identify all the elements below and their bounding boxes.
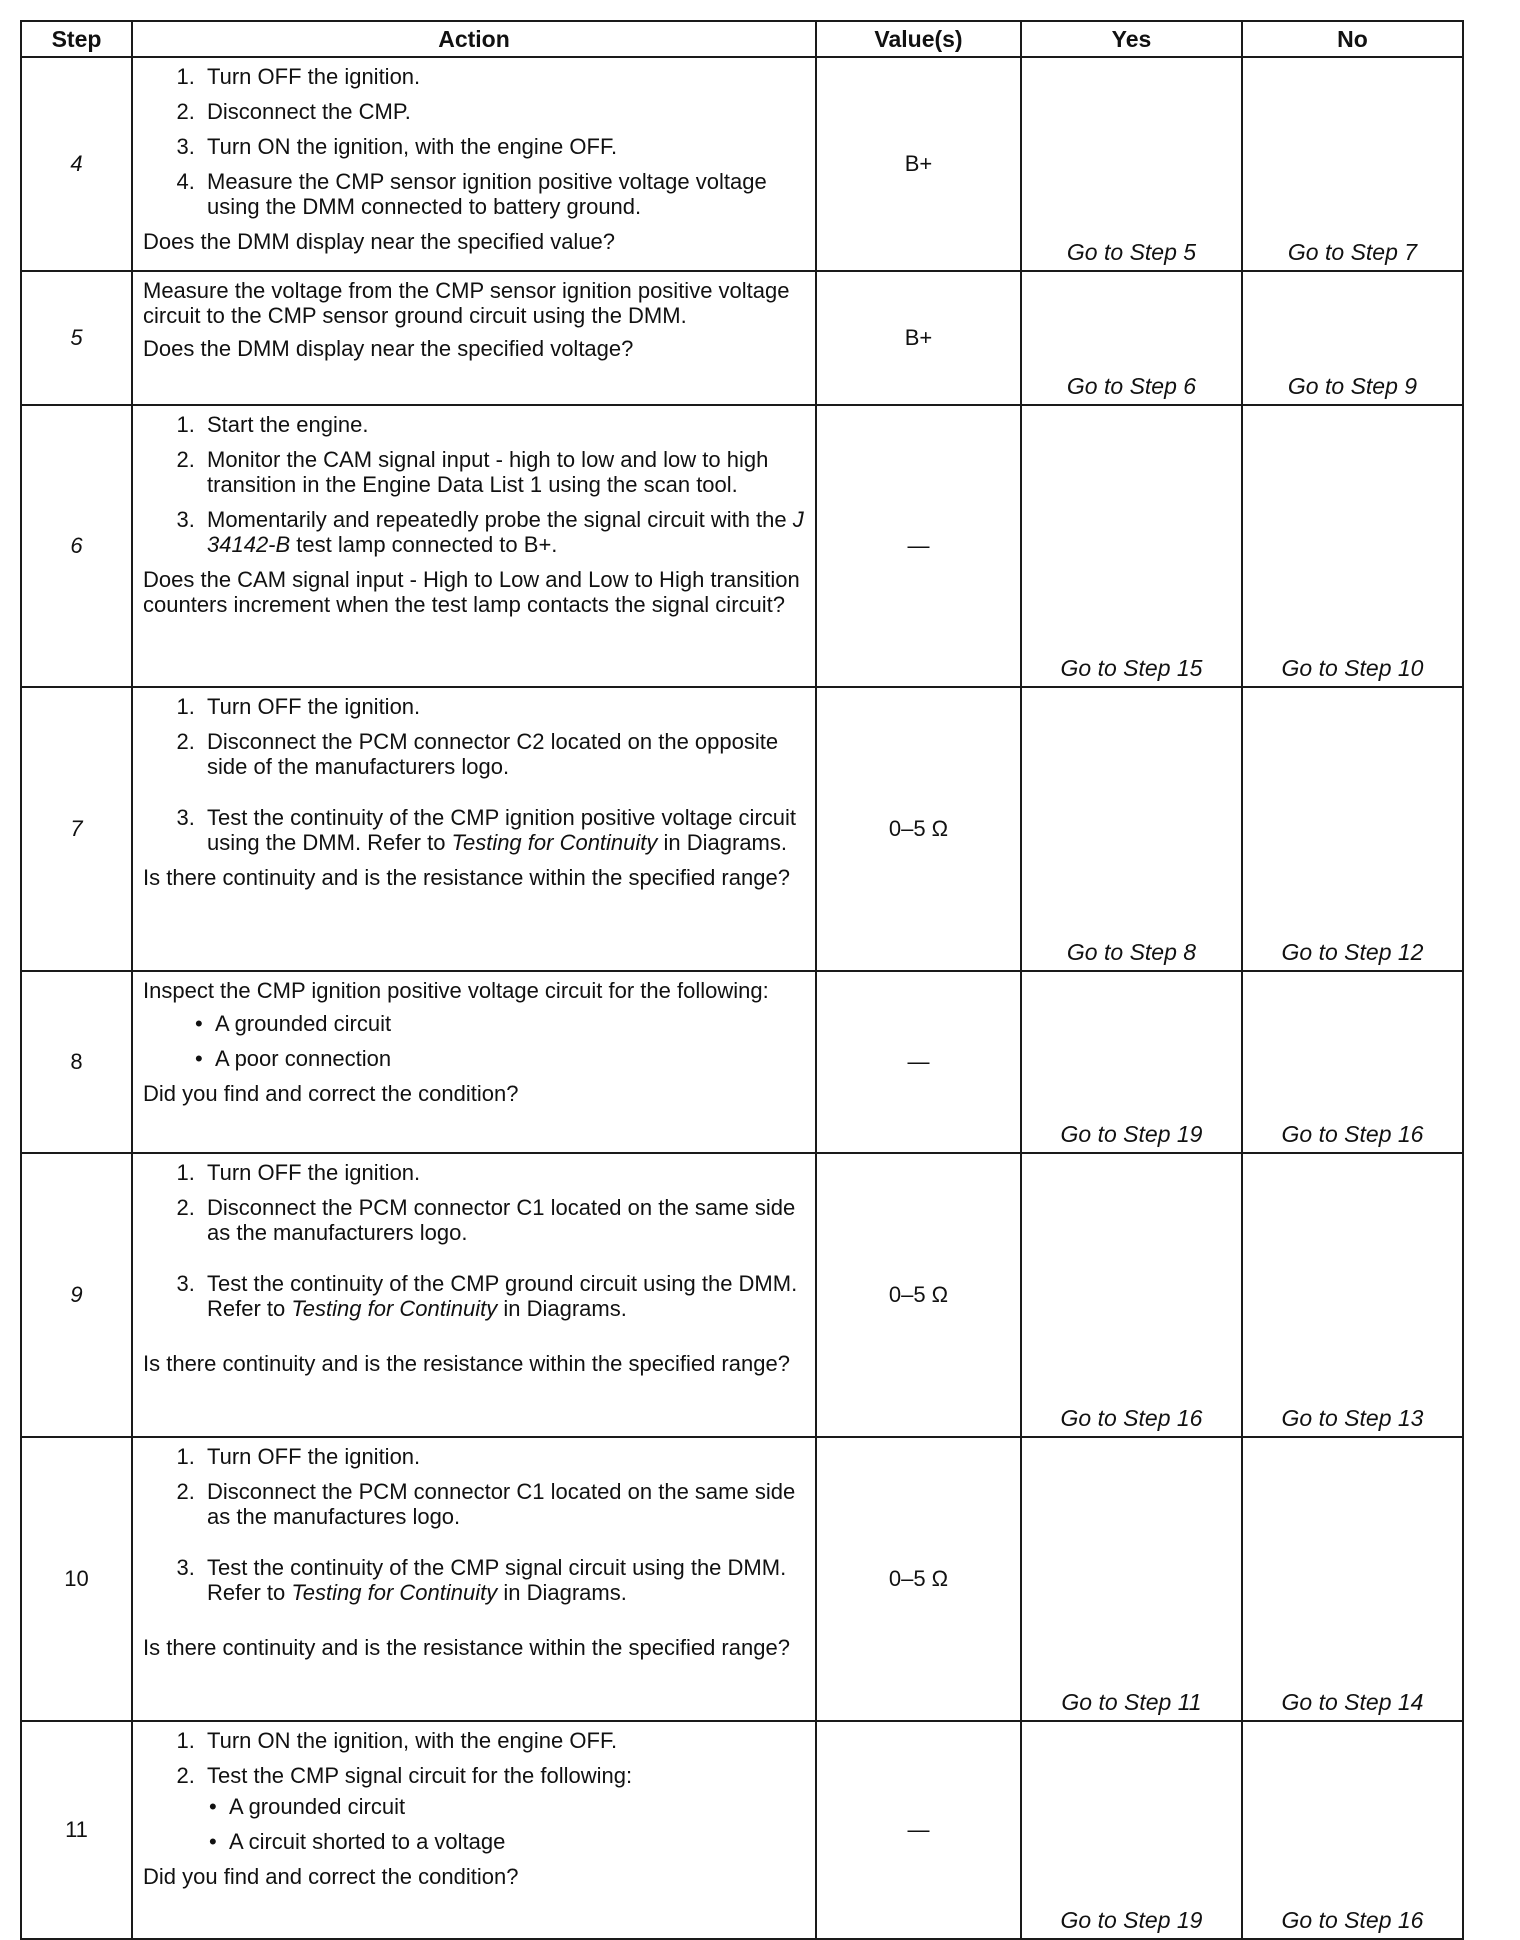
action-item-text: Momentarily and repeatedly probe the signal circuit with the (207, 507, 793, 532)
header-no: No (1242, 21, 1463, 57)
action-item-text: Test the CMP signal circuit for the following: (207, 1763, 633, 1788)
header-row (21, 21, 1463, 57)
doc-reference: Testing for Continuity (291, 1296, 498, 1321)
header-step: Step (21, 21, 132, 57)
action-item-text: in Diagrams. (657, 830, 787, 855)
bullet-item: • A circuit shorted to a voltage (215, 1829, 807, 1854)
action-item: 1. Start the engine. (201, 412, 807, 437)
no-cell: Go to Step 10 (1242, 405, 1463, 687)
tool-reference: J 34142-B (207, 507, 804, 557)
yes-cell: Go to Step 6 (1021, 271, 1242, 405)
value-cell: B+ (816, 271, 1021, 405)
step-number: 5 (21, 271, 132, 405)
action-item: 1. Turn OFF the ignition. (201, 64, 807, 89)
table-row (21, 971, 1463, 1153)
action-item (201, 1555, 807, 1605)
header-yes: Yes (1021, 21, 1242, 57)
value-cell: 0–5 Ω (816, 1153, 1021, 1437)
action-cell (132, 271, 816, 405)
action-item-text: Test the continuity of the CMP ignition positive voltage circuit using the DMM. Refer to (207, 805, 797, 855)
value-cell: 0–5 Ω (816, 687, 1021, 971)
action-question: Is there continuity and is the resistance within the specified range? (143, 865, 790, 890)
action-question: Does the CAM signal input - High to Low and Low to High transition counters increment when the test lamp contacts the signal circuit? (143, 567, 800, 617)
action-item-text: in Diagrams. (497, 1296, 627, 1321)
action-question: Did you find and correct the condition? (143, 1864, 519, 1889)
doc-reference: Testing for Continuity (291, 1580, 498, 1605)
yes-cell: Go to Step 11 (1021, 1437, 1242, 1721)
action-item: 2. Disconnect the PCM connector C1 located on the same side as the manufactures logo. (201, 1479, 807, 1529)
action-item: 1. Turn ON the ignition, with the engine OFF. (201, 1728, 807, 1753)
action-item: 2. Monitor the CAM signal input - high to low and low to high transition in the Engine Data List 1 using the scan tool. (201, 447, 807, 497)
bullet-item: • A poor connection (201, 1046, 807, 1071)
no-cell: Go to Step 16 (1242, 971, 1463, 1153)
step-number: 4 (21, 57, 132, 271)
table-row (21, 271, 1463, 405)
value-cell: — (816, 971, 1021, 1153)
action-item: 3. Turn ON the ignition, with the engine OFF. (201, 134, 807, 159)
yes-cell: Go to Step 16 (1021, 1153, 1242, 1437)
no-cell: Go to Step 9 (1242, 271, 1463, 405)
yes-cell: Go to Step 15 (1021, 405, 1242, 687)
action-item (201, 1271, 807, 1321)
table-row (21, 405, 1463, 687)
action-item-text: Test the continuity of the CMP ground circuit using the DMM. Refer to (207, 1271, 798, 1321)
value-cell: 0–5 Ω (816, 1437, 1021, 1721)
action-cell (132, 57, 816, 271)
action-question: Is there continuity and is the resistance within the specified range? (143, 1635, 790, 1660)
action-cell (132, 687, 816, 971)
no-cell: Go to Step 16 (1242, 1721, 1463, 1939)
table-row (21, 1721, 1463, 1939)
yes-cell: Go to Step 5 (1021, 57, 1242, 271)
value-cell: — (816, 405, 1021, 687)
step-number: 11 (21, 1721, 132, 1939)
step-number: 9 (21, 1153, 132, 1437)
no-cell: Go to Step 13 (1242, 1153, 1463, 1437)
action-cell (132, 405, 816, 687)
action-item: 2. Disconnect the PCM connector C1 located on the same side as the manufacturers logo. (201, 1195, 807, 1245)
action-item (201, 507, 807, 557)
yes-cell: Go to Step 19 (1021, 971, 1242, 1153)
value-cell: — (816, 1721, 1021, 1939)
action-question: Does the DMM display near the specified voltage? (143, 336, 634, 361)
action-cell (132, 1153, 816, 1437)
table-row (21, 687, 1463, 971)
action-cell (132, 1721, 816, 1939)
action-text: Measure the voltage from the CMP sensor ignition positive voltage circuit to the CMP sensor ground circuit using the DMM. (143, 278, 790, 328)
action-item-text: Test the continuity of the CMP signal circuit using the DMM. Refer to (207, 1555, 787, 1605)
action-question: Did you find and correct the condition? (143, 1081, 519, 1106)
bullet-item: • A grounded circuit (201, 1011, 807, 1036)
no-cell: Go to Step 7 (1242, 57, 1463, 271)
action-item-text: test lamp connected to B+. (290, 532, 558, 557)
table-row (21, 1153, 1463, 1437)
action-item-text: in Diagrams. (497, 1580, 627, 1605)
action-item: 1. Turn OFF the ignition. (201, 1160, 807, 1185)
diagnostic-table (20, 20, 1464, 1940)
step-number: 6 (21, 405, 132, 687)
action-item: 2. Disconnect the PCM connector C2 located on the opposite side of the manufacturers logo. (201, 729, 807, 779)
action-cell (132, 971, 816, 1153)
no-cell: Go to Step 14 (1242, 1437, 1463, 1721)
value-cell: B+ (816, 57, 1021, 271)
step-number: 8 (21, 971, 132, 1153)
action-item (201, 1763, 807, 1788)
no-cell: Go to Step 12 (1242, 687, 1463, 971)
step-number: 7 (21, 687, 132, 971)
action-item: 2. Disconnect the CMP. (201, 99, 807, 124)
yes-cell: Go to Step 8 (1021, 687, 1242, 971)
action-text: Inspect the CMP ignition positive voltage circuit for the following: (143, 978, 769, 1003)
doc-reference: Testing for Continuity (451, 830, 658, 855)
header-values: Value(s) (816, 21, 1021, 57)
action-item: 1. Turn OFF the ignition. (201, 694, 807, 719)
action-item: 4. Measure the CMP sensor ignition positive voltage voltage using the DMM connected to battery ground. (201, 169, 807, 219)
action-question: Does the DMM display near the specified value? (143, 229, 616, 254)
action-item: 1. Turn OFF the ignition. (201, 1444, 807, 1469)
action-item (201, 805, 807, 855)
table-row (21, 1437, 1463, 1721)
header-action: Action (132, 21, 816, 57)
step-number: 10 (21, 1437, 132, 1721)
action-question: Is there continuity and is the resistance within the specified range? (143, 1351, 790, 1376)
bullet-item: • A grounded circuit (215, 1794, 807, 1819)
yes-cell: Go to Step 19 (1021, 1721, 1242, 1939)
table-row (21, 57, 1463, 271)
action-cell (132, 1437, 816, 1721)
